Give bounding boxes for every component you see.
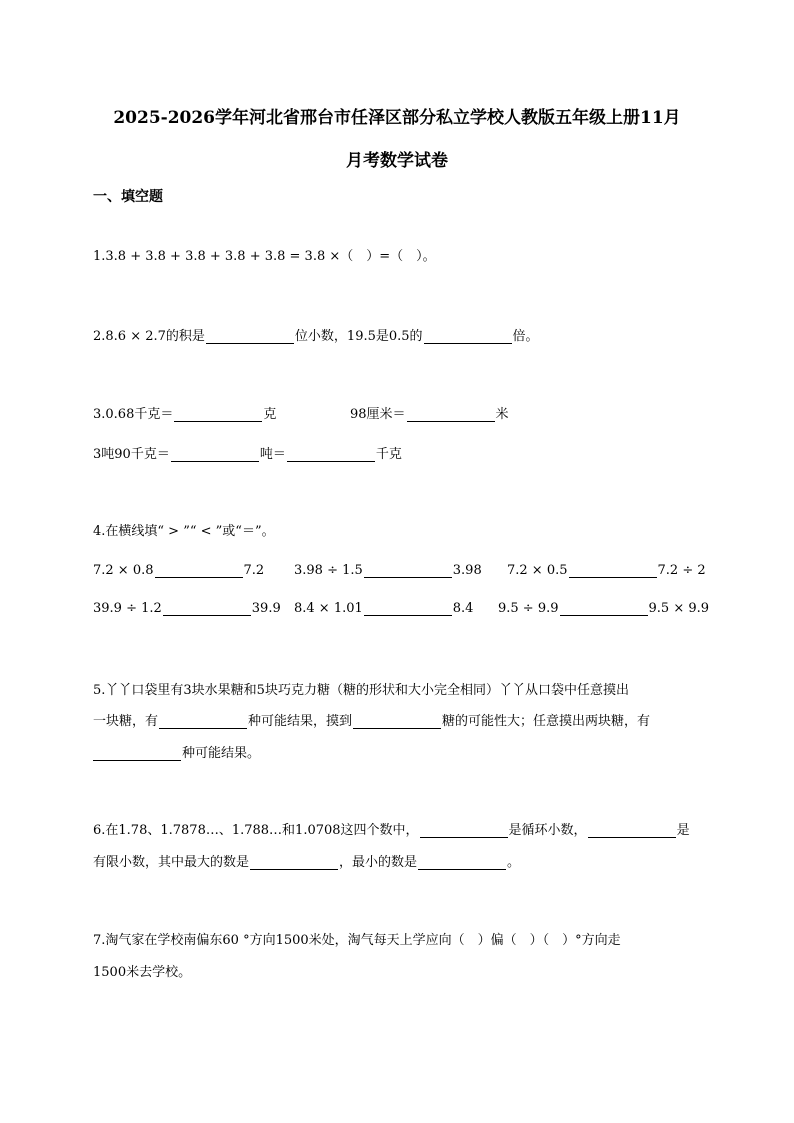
- question-1: 1.3.8 + 3.8 + 3.8 + 3.8 + 3.8 = 3.8 ×（ ）=（ ）。: [93, 249, 436, 264]
- q4-left: 8.4 × 1.01: [294, 601, 363, 616]
- question-5-line-3: [93, 742, 260, 761]
- q3-text: 3.0.68千克＝: [93, 407, 174, 422]
- title-line-2: 月考数学试卷: [346, 151, 448, 171]
- q4-right: 9.5 × 9.9: [648, 601, 710, 616]
- q6-text: 是: [676, 823, 690, 838]
- answer-blank[interactable]: [174, 406, 262, 422]
- answer-blank[interactable]: [353, 713, 441, 729]
- question-5-line-2: [93, 710, 650, 729]
- q2-text-a: 2.8.6 × 2.7的积是: [93, 329, 205, 344]
- title-line-1: 2025-2026学年河北省邢台市任泽区部分私立学校人教版五年级上册11月: [113, 108, 681, 128]
- answer-blank[interactable]: [171, 446, 259, 462]
- question-3-row-2: [93, 443, 402, 462]
- q5-text: 一块糖，有: [93, 714, 159, 729]
- question-3-row-1a: [93, 403, 276, 422]
- answer-blank[interactable]: [420, 822, 508, 838]
- q4-right: 3.98: [452, 563, 482, 578]
- q6-text: 是循环小数，: [508, 823, 587, 838]
- q3-text: 3吨90千克＝: [93, 447, 170, 462]
- q3-text: 克: [263, 407, 277, 422]
- question-5-line-1: 5.丫丫口袋里有3块水果糖和5块巧克力糖（糖的形状和大小完全相同）丫丫从口袋中任意摸出: [93, 683, 629, 698]
- answer-blank[interactable]: [206, 328, 294, 344]
- q4-right: 7.2 ÷ 2: [657, 563, 706, 578]
- answer-blank[interactable]: [569, 562, 657, 578]
- q4-left: 7.2 × 0.8: [93, 563, 154, 578]
- q4-item: [93, 562, 264, 578]
- answer-blank[interactable]: [163, 600, 251, 616]
- answer-blank[interactable]: [424, 328, 512, 344]
- q2-text-b: 位小数，19.5是0.5的: [294, 329, 423, 344]
- section-heading: 一、填空题: [93, 189, 163, 205]
- answer-blank[interactable]: [93, 745, 181, 761]
- answer-blank[interactable]: [588, 822, 676, 838]
- q6-text: 有限小数，其中最大的数是: [93, 855, 250, 870]
- question-6-line-2: [93, 851, 520, 870]
- q4-left: 7.2 × 0.5: [507, 563, 568, 578]
- answer-blank[interactable]: [159, 713, 247, 729]
- question-4-stem: 4.在横线填“ > ”“ < ”或“＝”。: [93, 524, 275, 539]
- q5-text: 种可能结果。: [182, 746, 261, 761]
- q4-left: 3.98 ÷ 1.5: [294, 563, 363, 578]
- q5-text: 糖的可能性大；任意摸出两块糖，有: [442, 714, 651, 729]
- answer-blank[interactable]: [407, 406, 495, 422]
- q6-text: 。: [507, 855, 521, 870]
- q3-text: 吨＝: [259, 447, 286, 462]
- answer-blank[interactable]: [364, 562, 452, 578]
- question-7-line-1: 7.淘气家在学校南偏东60 °方向1500米处，淘气每天上学应向（ ）偏（ ）（ ）°方向走: [93, 933, 621, 948]
- answer-blank[interactable]: [250, 854, 338, 870]
- q4-right: 7.2: [243, 563, 265, 578]
- q4-left: 9.5 ÷ 9.9: [498, 601, 559, 616]
- question-7-line-2: 1500米去学校。: [93, 965, 192, 980]
- q3-text: 98厘米＝: [350, 407, 406, 422]
- question-6-line-1: [93, 819, 690, 838]
- q2-text-c: 倍。: [512, 329, 539, 344]
- q4-item: [93, 600, 281, 616]
- answer-blank[interactable]: [364, 600, 452, 616]
- answer-blank[interactable]: [287, 446, 375, 462]
- q5-text: 种可能结果，摸到: [248, 714, 353, 729]
- answer-blank[interactable]: [155, 562, 243, 578]
- question-3-row-1b: [350, 403, 509, 422]
- q4-item: [294, 562, 482, 578]
- answer-blank[interactable]: [560, 600, 648, 616]
- q4-item: [294, 600, 473, 616]
- q3-text: 米: [495, 407, 509, 422]
- q4-right: 8.4: [452, 601, 474, 616]
- answer-blank[interactable]: [418, 854, 506, 870]
- q6-text: ，最小的数是: [339, 855, 418, 870]
- q3-text: 千克: [375, 447, 402, 462]
- q4-right: 39.9: [251, 601, 281, 616]
- q4-item: [507, 562, 706, 578]
- q4-left: 39.9 ÷ 1.2: [93, 601, 162, 616]
- question-2: [93, 325, 539, 344]
- q6-text: 6.在1.78、1.7878…、1.788…和1.0708这四个数中，: [93, 823, 419, 838]
- q4-item: [498, 600, 709, 616]
